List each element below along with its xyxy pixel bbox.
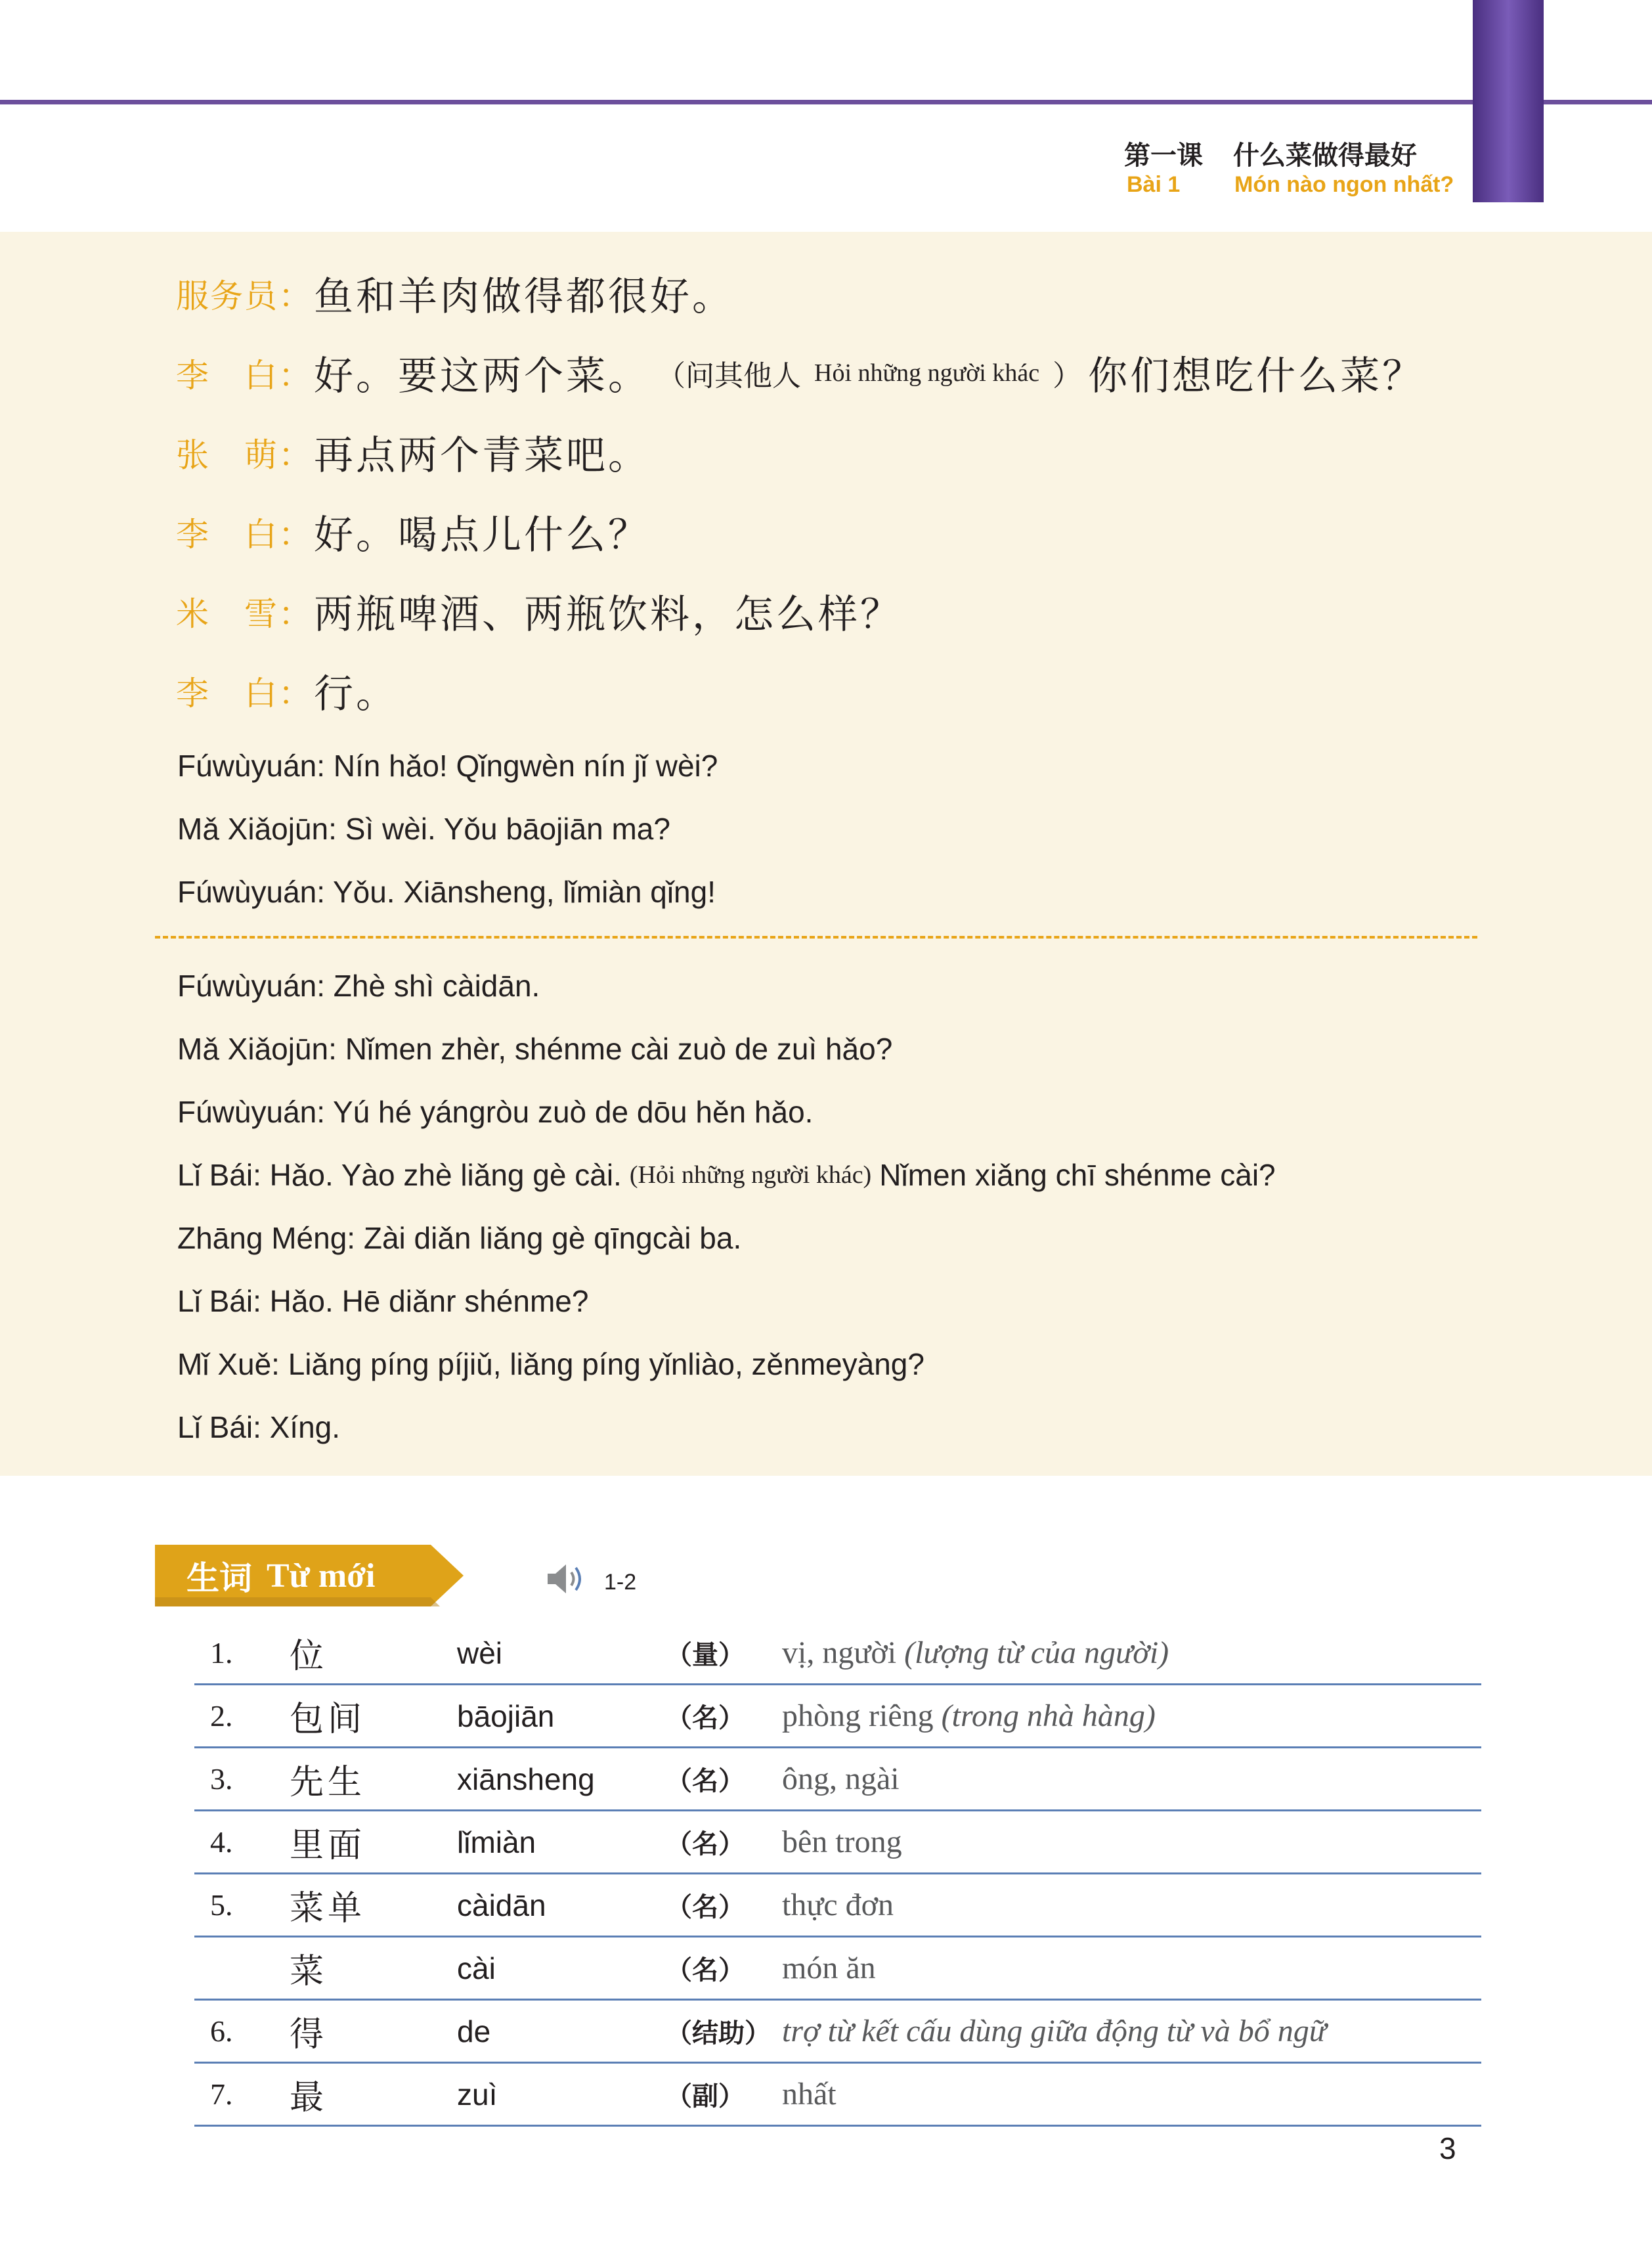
lesson-number-vi: Bài 1: [1127, 172, 1181, 197]
vocab-pinyin: cài: [457, 1951, 496, 1985]
dialogue-line: [176, 499, 650, 565]
vocab-pinyin: càidān: [457, 1888, 546, 1922]
vocab-definition: thực đơn: [782, 1888, 894, 1922]
vocab-part-of-speech: （名）: [666, 1702, 745, 1733]
vocab-pinyin: xiānsheng: [457, 1761, 595, 1796]
pinyin-text: Nǐmen xiǎng chī shénme cài?: [879, 1158, 1276, 1192]
speaker-label: 米 雪：: [176, 595, 313, 633]
dialogue-line: [176, 658, 398, 724]
speaker-label: 服务员：: [176, 277, 313, 315]
vocab-row: [194, 1811, 1481, 1874]
section-title-vi: Từ mới: [267, 1557, 376, 1595]
dialogue-text: 好。要这两个菜。: [314, 353, 650, 399]
speaker-label: 李 白：: [176, 357, 313, 395]
pinyin-line: Mǎ Xiǎojūn: Nǐmen zhèr, shénme cài zuò de zuì hǎo?: [177, 1032, 893, 1066]
vocab-part-of-speech: （名）: [666, 1765, 745, 1796]
pinyin-line: Fúwùyuán: Zhè shì càidān.: [177, 969, 540, 1003]
vocab-hanzi: 得: [290, 2015, 328, 2054]
dialogue-line: [176, 261, 734, 326]
vocab-row: [194, 1685, 1481, 1748]
vocab-row: [194, 1874, 1481, 1937]
vocab-hanzi: 最: [290, 2078, 328, 2117]
aside-open: （问其他人: [657, 359, 801, 393]
vocab-part-of-speech: （名）: [666, 1892, 745, 1922]
vocab-number: 5.: [210, 1888, 233, 1922]
vocab-pinyin: bāojiān: [457, 1698, 555, 1733]
section-title: [186, 1545, 375, 1606]
vocab-number: 1.: [210, 1636, 233, 1670]
audio-track-number: 1-2: [604, 1570, 637, 1595]
vocab-hanzi: 里面: [290, 1826, 366, 1865]
dialogue-line: [176, 340, 1424, 406]
vocab-row: [194, 2064, 1481, 2127]
dialogue-line: [176, 420, 650, 485]
dialogue-text: 两瓶啤酒、两瓶饮料，怎么样？: [314, 592, 902, 638]
aside-vietnamese: Hỏi những người khác: [814, 359, 1040, 387]
vocab-pinyin: de: [457, 2014, 491, 2048]
dialogue-text: 鱼和羊肉做得都很好。: [314, 274, 734, 320]
lesson-title-vi: Món nào ngon nhất?: [1234, 172, 1454, 197]
vocab-number: 4.: [210, 1825, 233, 1859]
pinyin-line: [177, 1149, 1276, 1201]
vocab-definition: ông, ngài: [782, 1761, 900, 1796]
speaker-label: 张 萌：: [176, 436, 313, 474]
vocab-definition: vị, người (lượng từ của người): [782, 1635, 1169, 1670]
dialogue-text: 你们想吃什么菜？: [1088, 353, 1425, 399]
vocab-row: [194, 1748, 1481, 1811]
vocab-pinyin: wèi: [457, 1635, 503, 1670]
vocab-table: [194, 1622, 1481, 2127]
dialogue-text: 行。: [314, 671, 398, 717]
vocab-number: 3.: [210, 1762, 233, 1796]
vocab-pinyin: zuì: [457, 2077, 498, 2112]
pinyin-line: Lǐ Bái: Hǎo. Hē diǎnr shénme?: [177, 1284, 589, 1318]
pinyin-line: Mǐ Xuě: Liǎng píng píjiǔ, liǎng píng yǐnliào, zěnmeyàng?: [177, 1347, 924, 1381]
header-rule: [0, 100, 1652, 104]
speaker-label: 李 白：: [176, 675, 313, 713]
vocab-hanzi: 包间: [290, 1700, 366, 1739]
vocab-number: 2.: [210, 1699, 233, 1733]
pinyin-line: Fúwùyuán: Yǒu. Xiānsheng, lǐmiàn qǐng!: [177, 875, 716, 909]
vocab-pinyin: lǐmiàn: [457, 1825, 536, 1859]
pinyin-line: Fúwùyuán: Nín hǎo! Qǐngwèn nín jǐ wèi?: [177, 749, 718, 783]
vocab-hanzi: 位: [290, 1637, 328, 1676]
speaker-label: 李 白：: [176, 516, 313, 554]
dashed-divider: [155, 936, 1477, 939]
chapter-tab: [1473, 0, 1544, 202]
vocab-part-of-speech: （名）: [666, 1828, 745, 1859]
lesson-number-cn: 第一课: [1124, 141, 1203, 171]
vocab-definition: nhất: [782, 2077, 837, 2112]
vocab-definition: phòng riêng (trong nhà hàng): [782, 1698, 1156, 1733]
vocab-part-of-speech: （名）: [666, 1955, 745, 1985]
vocab-definition: trợ từ kết cấu dùng giữa động từ và bổ ngữ: [782, 2014, 1326, 2048]
section-title-cn: 生词: [186, 1559, 252, 1597]
aside-close: ）: [1053, 359, 1082, 393]
vocab-definition: bên trong: [782, 1825, 902, 1859]
pinyin-aside: (Hỏi những người khác): [629, 1161, 872, 1189]
vocab-part-of-speech: （副）: [666, 2081, 745, 2112]
lesson-title-cn: 什么菜做得最好: [1233, 141, 1417, 171]
vocab-row: [194, 2001, 1481, 2064]
vocab-row: [194, 1937, 1481, 2001]
page-number: 3: [1439, 2131, 1456, 2165]
pinyin-text: Lǐ Bái: Hǎo. Yào zhè liǎng gè cài.: [177, 1158, 622, 1192]
vocab-hanzi: 菜: [290, 1952, 328, 1991]
vocab-number: 7.: [210, 2077, 233, 2111]
vocab-number: 6.: [210, 2014, 233, 2048]
vocab-hanzi: 先生: [290, 1763, 366, 1802]
dialogue-text: 再点两个青菜吧。: [314, 433, 650, 479]
vocab-part-of-speech: （结助）: [666, 2018, 771, 2048]
pinyin-line: Zhāng Méng: Zài diǎn liǎng gè qīngcài ba.: [177, 1221, 742, 1255]
pinyin-line: Lǐ Bái: Xíng.: [177, 1410, 341, 1444]
dialogue-line: [176, 579, 902, 644]
vocab-row: [194, 1622, 1481, 1685]
vocab-definition: món ăn: [782, 1951, 876, 1985]
dialogue-text: 好。喝点儿什么？: [314, 512, 650, 558]
vocab-hanzi: 菜单: [290, 1889, 366, 1928]
speaker-icon[interactable]: [545, 1561, 588, 1597]
vocab-part-of-speech: （量）: [666, 1639, 745, 1670]
pinyin-line: Fúwùyuán: Yú hé yángròu zuò de dōu hěn hǎo.: [177, 1095, 814, 1129]
pinyin-line: Mǎ Xiǎojūn: Sì wèi. Yǒu bāojiān ma?: [177, 812, 670, 846]
vocab-section-tab: [155, 1545, 464, 1606]
